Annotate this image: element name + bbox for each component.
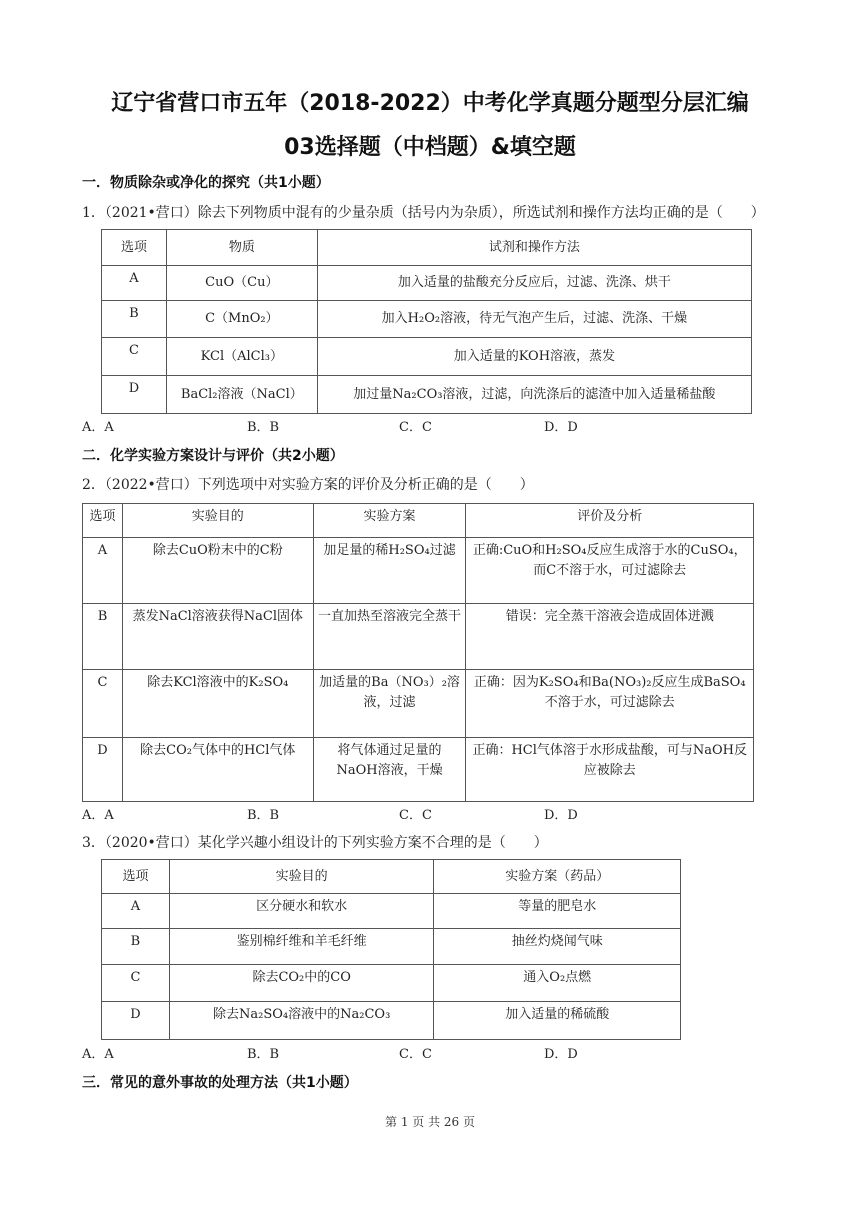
question-1-stem: 1．（2021•营口）除去下列物质中混有的少量杂质（括号内为杂质），所选试剂和操作方法均正确的是（ ） <box>82 205 765 221</box>
answer-option-d[interactable]: D．D <box>544 1047 578 1062</box>
table-cell: C <box>102 338 167 376</box>
answer-option-d[interactable]: D．D <box>544 420 578 435</box>
section-heading-2: 二．化学实验方案设计与评价（共2小题） <box>82 448 344 464</box>
table-cell: 加过量Na₂CO₃溶液，过滤，向洗涤后的滤渣中加入适量稀盐酸 <box>317 376 751 414</box>
table-header: 评价及分析 <box>466 504 754 538</box>
table-header: 选项 <box>102 230 167 266</box>
section-heading-1: 一．物质除杂或净化的探究（共1小题） <box>82 175 330 191</box>
table-cell: BaCl₂溶液（NaCl） <box>166 376 317 414</box>
table-cell: 鉴别棉纤维和羊毛纤维 <box>169 929 434 965</box>
table-cell: 除去KCl溶液中的K₂SO₄ <box>122 670 313 738</box>
table-cell: 抽丝灼烧闻气味 <box>434 929 681 965</box>
table-cell: 正确：因为K₂SO₄和Ba(NO₃)₂反应生成BaSO₄不溶于水，可过滤除去 <box>466 670 754 738</box>
table-cell: 加适量的Ba（NO₃）₂溶液，过滤 <box>313 670 466 738</box>
table-cell: D <box>83 738 123 802</box>
question-1-table <box>101 229 752 414</box>
table-header: 物质 <box>166 230 317 266</box>
answer-option-c[interactable]: C．C <box>399 420 432 435</box>
answer-option-b[interactable]: B．B <box>247 1047 280 1062</box>
table-header: 选项 <box>83 504 123 538</box>
table-cell: 加入H₂O₂溶液，待无气泡产生后，过滤、洗涤、干燥 <box>317 301 751 338</box>
table-header: 实验目的 <box>169 860 434 894</box>
table-cell: 将气体通过足量的NaOH溶液，干燥 <box>313 738 466 802</box>
page-number-footer: 第 1 页 共 26 页 <box>385 1115 475 1129</box>
answer-option-a[interactable]: A．A <box>82 1047 114 1062</box>
answer-option-c[interactable]: C．C <box>399 1047 432 1062</box>
question-2-answers <box>82 804 682 824</box>
table-cell: 正确:CuO和H₂SO₄反应生成溶于水的CuSO₄，而C不溶于水，可过滤除去 <box>466 538 754 604</box>
table-cell: 错误：完全蒸干溶液会造成固体迸溅 <box>466 604 754 670</box>
table-cell: A <box>83 538 123 604</box>
answer-option-d[interactable]: D．D <box>544 808 578 823</box>
table-header: 实验方案 <box>313 504 466 538</box>
table-cell: B <box>83 604 123 670</box>
table-cell: C（MnO₂） <box>166 301 317 338</box>
table-cell: 加入适量的盐酸充分反应后，过滤、洗涤、烘干 <box>317 266 751 301</box>
table-cell: CuO（Cu） <box>166 266 317 301</box>
question-3-stem: 3．（2020•营口）某化学兴趣小组设计的下列实验方案不合理的是（ ） <box>82 835 548 851</box>
table-cell: 除去CO₂气体中的HCl气体 <box>122 738 313 802</box>
table-cell: 区分硬水和软水 <box>169 894 434 929</box>
table-header: 选项 <box>102 860 170 894</box>
answer-option-b[interactable]: B．B <box>247 420 280 435</box>
table-cell: C <box>83 670 123 738</box>
answer-option-b[interactable]: B．B <box>247 808 280 823</box>
table-cell: 加入适量的KOH溶液，蒸发 <box>317 338 751 376</box>
document-subtitle: 03选择题（中档题）&填空题 <box>284 135 576 160</box>
answer-option-a[interactable]: A．A <box>82 808 114 823</box>
table-cell: B <box>102 301 167 338</box>
table-cell: B <box>102 929 170 965</box>
table-cell: 一直加热至溶液完全蒸干 <box>313 604 466 670</box>
question-1-answers <box>82 416 682 436</box>
question-2-table <box>82 503 754 802</box>
document-title: 辽宁省营口市五年（2018-2022）中考化学真题分题型分层汇编 <box>111 91 749 116</box>
table-cell: 蒸发NaCl溶液获得NaCl固体 <box>122 604 313 670</box>
question-3-table <box>101 859 681 1040</box>
answer-option-a[interactable]: A．A <box>82 420 114 435</box>
answer-option-c[interactable]: C．C <box>399 808 432 823</box>
table-cell: 除去CuO粉末中的C粉 <box>122 538 313 604</box>
table-header: 实验目的 <box>122 504 313 538</box>
table-cell: D <box>102 376 167 414</box>
table-cell: 加入适量的稀硫酸 <box>434 1002 681 1040</box>
section-heading-3: 三．常见的意外事故的处理方法（共1小题） <box>82 1075 358 1091</box>
table-cell: 加足量的稀H₂SO₄过滤 <box>313 538 466 604</box>
table-cell: 除去Na₂SO₄溶液中的Na₂CO₃ <box>169 1002 434 1040</box>
table-cell: 等量的肥皂水 <box>434 894 681 929</box>
question-2-stem: 2．（2022•营口）下列选项中对实验方案的评价及分析正确的是（ ） <box>82 477 534 493</box>
table-cell: 通入O₂点燃 <box>434 965 681 1002</box>
table-cell: A <box>102 266 167 301</box>
table-header: 实验方案（药品） <box>434 860 681 894</box>
table-cell: D <box>102 1002 170 1040</box>
table-cell: C <box>102 965 170 1002</box>
table-cell: 除去CO₂中的CO <box>169 965 434 1002</box>
table-cell: 正确：HCl气体溶于水形成盐酸，可与NaOH反应被除去 <box>466 738 754 802</box>
table-cell: KCl（AlCl₃） <box>166 338 317 376</box>
table-cell: A <box>102 894 170 929</box>
table-header: 试剂和操作方法 <box>317 230 751 266</box>
question-3-answers <box>82 1043 682 1063</box>
